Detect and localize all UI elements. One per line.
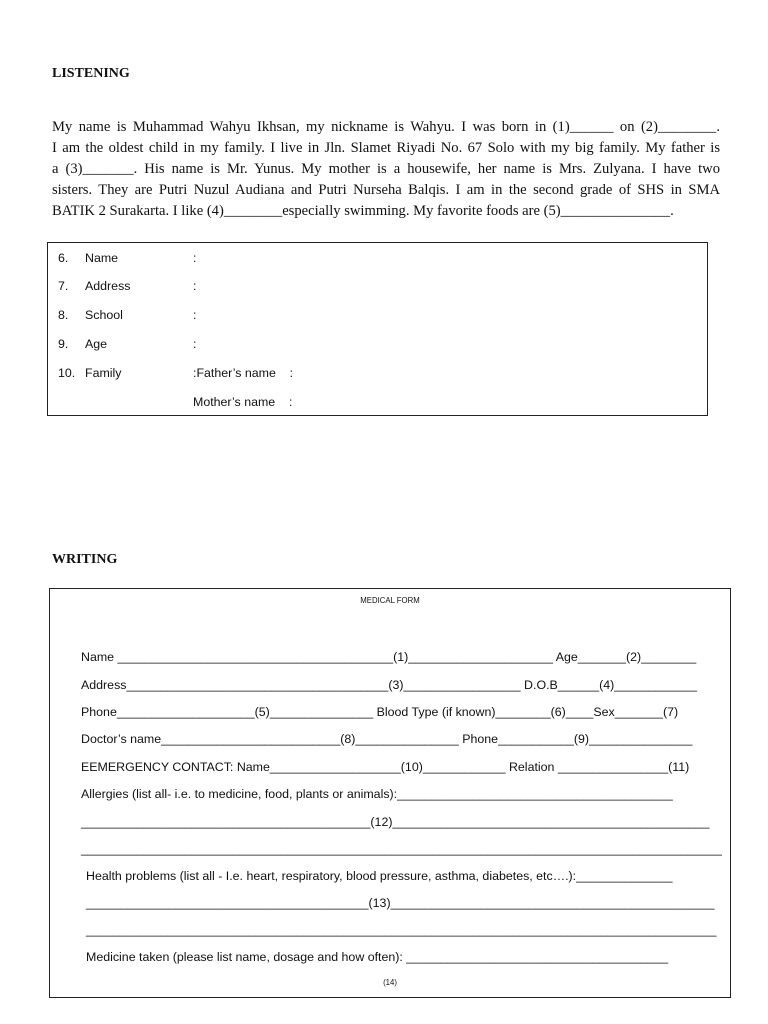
form-line-blank-2: _____________________________________________________________________________________________ [86,923,717,937]
row-label-school: School [85,308,123,322]
listening-heading: LISTENING [52,66,130,81]
form-line-emergency: EEMERGENCY CONTACT: Name___________________(10)____________ Relation ________________(11) [81,760,690,774]
row-label-age: Age [85,337,108,351]
form-line-allergies: Allergies (list all- i.e. to medicine, food, plants or animals):________________________________________ [81,787,673,801]
row-father-name: :Father’s name : [193,366,294,380]
row-colon: : [193,279,197,293]
paragraph-line-2: I am the oldest child in my family. I live in Jln. Slamet Riyadi No. 67 Solo with my big family. My father is [52,140,720,156]
form-line-allergies-2: __________________________________________(12)______________________________________________ [81,815,710,829]
row-colon: : [193,337,197,351]
medical-form [49,588,731,998]
row-label-address: Address [85,279,131,293]
form-line-14: (14) [383,978,397,987]
row-label-name: Name [85,251,119,265]
paragraph-line-1: My name is Muhammad Wahyu Ikhsan, my nickname is Wahyu. I was born in (1)______ on (2)________. [52,119,720,135]
form-line-name: Name ________________________________________(1)_____________________ Age_______(2)________ [81,650,697,664]
row-colon: : [193,251,197,265]
row-number: 9. [58,337,69,351]
row-number: 6. [58,251,69,265]
form-line-address: Address______________________________________(3)_________________ D.O.B______(4)____________ [81,678,697,692]
form-line-health-2: _________________________________________(13)_______________________________________________ [86,896,715,910]
row-number: 7. [58,279,69,293]
form-line-phone: Phone____________________(5)_______________ Blood Type (if known)________(6)____Sex_______(7) [81,705,679,719]
form-title: MEDICAL FORM [360,596,420,605]
writing-heading: WRITING [52,552,118,567]
row-colon: : [193,308,197,322]
form-line-doctor: Doctor’s name__________________________(8)_______________ Phone___________(9)_______________ [81,732,693,746]
form-line-blank: _____________________________________________________________________________________________ [81,842,722,856]
paragraph-line-3: a (3)_______. His name is Mr. Yunus. My mother is a housewife, her name is Mrs. Zulyana. I have two [52,161,720,177]
paragraph-line-4: sisters. They are Putri Nuzul Audiana and Putri Nurseha Balqis. I am in the second grade of SHS in SMA [52,182,720,198]
row-number: 8. [58,308,69,322]
listening-info-table [47,242,708,416]
row-mother-name: Mother’s name : [193,395,293,409]
row-number: 10. [58,366,76,380]
row-label-family: Family [85,366,122,380]
form-line-medicine: Medicine taken (please list name, dosage and how often): ______________________________________ [86,950,669,964]
paragraph-line-5: BATIK 2 Surakarta. I like (4)________especially swimming. My favorite foods are (5)_______________. [52,203,674,219]
form-line-health: Health problems (list all - I.e. heart, respiratory, blood pressure, asthma, diabetes, etc….):______________ [86,869,673,883]
